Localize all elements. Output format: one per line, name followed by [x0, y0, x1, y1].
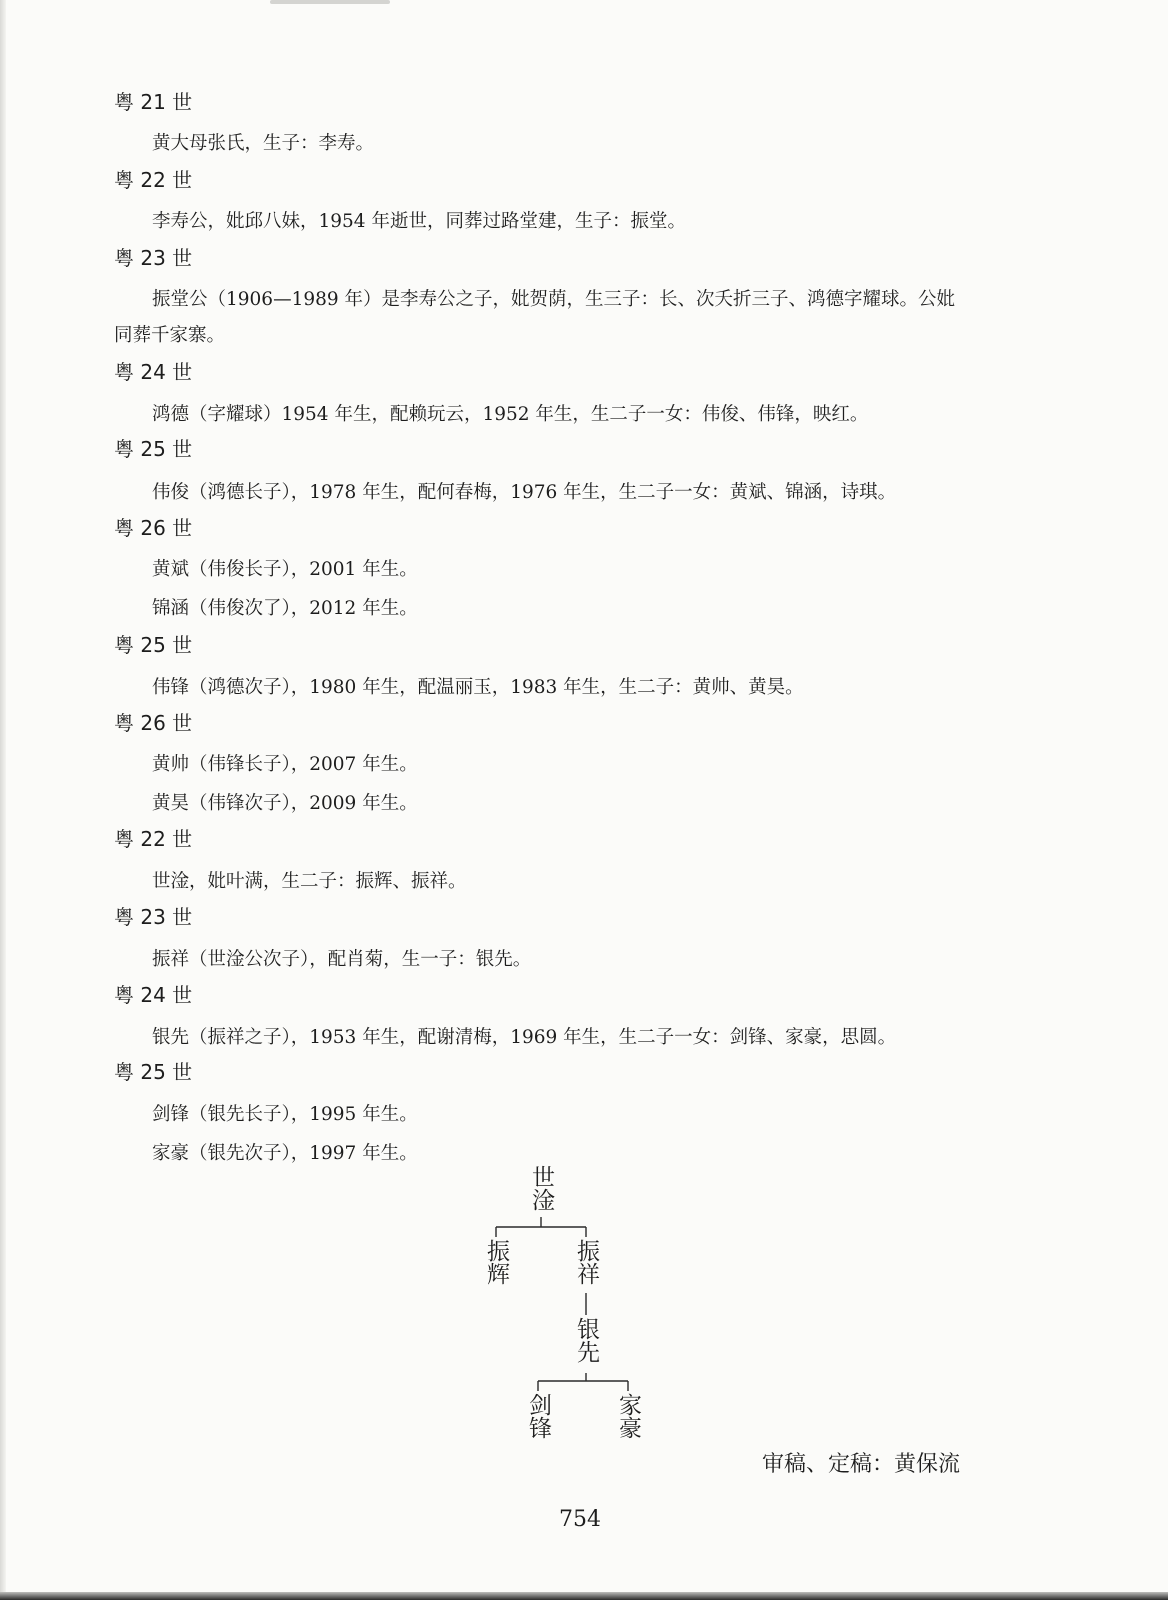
- generation-heading: 粤 25 世: [114, 437, 193, 461]
- generation-heading: 粤 24 世: [114, 360, 193, 384]
- genealogy-entry: 振堂公（1906—1989 年）是李寿公之子，妣贺荫，生三子：长、次夭折三子、鸿德字耀球。公妣: [152, 289, 956, 310]
- tree-node-jianfeng: 剑锋: [525, 1393, 551, 1439]
- scan-edge-bottom: [0, 1592, 1168, 1600]
- generation-heading: 粤 22 世: [114, 827, 193, 851]
- tree-node-jiahao: 家豪: [615, 1393, 641, 1439]
- generation-heading: 粤 23 世: [114, 905, 193, 929]
- genealogy-entry: 家豪（银先次子），1997 年生。: [152, 1143, 418, 1164]
- genealogy-entry: 伟锋（鸿德次子），1980 年生，配温丽玉，1983 年生，生二子：黄帅、黄昊。: [152, 677, 804, 698]
- genealogy-entry: 鸿德（字耀球）1954 年生，配赖玩云，1952 年生，生二子一女：伟俊、伟锋，映红。: [152, 404, 869, 425]
- scan-edge-left: [0, 0, 6, 1600]
- tree-node-root: 世淦: [528, 1165, 554, 1211]
- tree-node-zhenhui: 振辉: [483, 1239, 509, 1285]
- generation-heading: 粤 26 世: [114, 711, 193, 735]
- genealogy-entry: 世淦，妣叶满，生二子：振辉、振祥。: [152, 871, 467, 892]
- tree-node-zhenxiang: 振祥: [573, 1239, 599, 1285]
- editor-signoff: 审稿、定稿：黄保流: [762, 1452, 961, 1477]
- tree-node-yinxian: 银先: [573, 1317, 599, 1363]
- family-tree-diagram: [470, 1165, 670, 1455]
- genealogy-entry: 振祥（世淦公次子），配肖菊，生一子：银先。: [152, 949, 532, 970]
- genealogy-entry: 黄昊（伟锋次子），2009 年生。: [152, 793, 418, 814]
- generation-heading: 粤 22 世: [114, 168, 193, 192]
- page-number: 754: [559, 1507, 601, 1532]
- genealogy-entry: 李寿公，妣邱八妹，1954 年逝世，同葬过路堂建，生子：振堂。: [152, 211, 686, 232]
- genealogy-entry: 黄斌（伟俊长子），2001 年生。: [152, 559, 418, 580]
- generation-heading: 粤 24 世: [114, 983, 193, 1007]
- generation-heading: 粤 21 世: [114, 90, 193, 114]
- generation-heading: 粤 26 世: [114, 516, 193, 540]
- genealogy-entry: 锦涵（伟俊次了），2012 年生。: [152, 598, 418, 619]
- genealogy-entry: 黄大母张氏，生子：李寿。: [152, 133, 375, 154]
- genealogy-entry: 伟俊（鸿德长子），1978 年生，配何春梅，1976 年生，生二子一女：黄斌、锦涵，诗琪。: [152, 482, 897, 503]
- genealogy-entry-continuation: 同葬千家寨。: [114, 325, 226, 346]
- scan-smudge: [270, 0, 390, 4]
- generation-heading: 粤 25 世: [114, 1060, 193, 1084]
- genealogy-entry: 银先（振祥之子），1953 年生，配谢清梅，1969 年生，生二子一女：剑锋、家豪，思圆。: [152, 1027, 897, 1048]
- genealogy-entry: 黄帅（伟锋长子），2007 年生。: [152, 754, 418, 775]
- generation-heading: 粤 25 世: [114, 633, 193, 657]
- genealogy-entry: 剑锋（银先长子），1995 年生。: [152, 1104, 418, 1125]
- generation-heading: 粤 23 世: [114, 246, 193, 270]
